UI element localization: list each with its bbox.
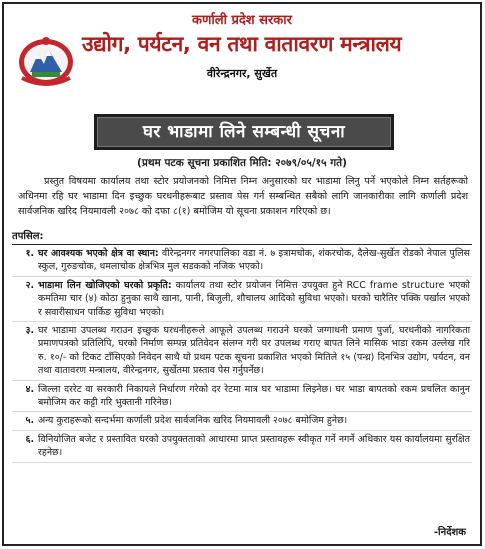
government-name: कर्णाली प्रदेश सरकार xyxy=(192,13,292,28)
ministry-name: उद्योग, पर्यटन, वन तथा वातावरण मन्त्रालय xyxy=(82,32,402,56)
item-number: १. xyxy=(25,248,34,259)
item-text: घर भाडामा उपलब्ध गराउन इच्छुक घरधनीहरूले आफूले उपलब्ध गराउने घरको जग्गाधनी प्रमाण पुर्जा, घरधनीको नागरिकता प्रमाणपत्रको प्रतिलिपि, घरको निर्माण सम्पन्न प्रतिवेदन संलग्न गरी घर उपलब्ध गराए बापत लिने मासिक भाडा रकम उल्लेख गरि रु. १०/- को टिकट टाँसिएको निवेदन साथै यो प्रथम पटक सूचना प्रकाशित भएको मितिले १५ (पन्ध्र) दिनभित्र उद्योग, पर्यटन, वन तथा वातावरण मन्त्रालय, वीरेन्द्रनगर, सुर्खेतमा प्रस्ताव पेस गर्नुपर्नेछ। xyxy=(38,325,470,377)
list-item xyxy=(12,322,472,381)
header xyxy=(4,4,480,102)
item-number: ६. xyxy=(25,433,34,445)
list-item xyxy=(12,245,472,277)
notice-page xyxy=(2,2,482,546)
item-text: वीरेन्द्रनगर नगरपालिका वडा नं. ७ इत्रामचोक, शंकरचोक, दैलेख-सुर्खेत रोडको नेपाल पुलिस स्कुल, गुरुङचोक, धमलाचोक क्षेत्रभित्र मुल सडकको नजिक भएको। xyxy=(38,248,470,273)
item-heading: भाडामा लिन खोजिएको घरको प्रकृति: xyxy=(38,279,172,291)
ministry-address: वीरेन्द्रनगर, सुर्खेत xyxy=(206,67,278,80)
list-item xyxy=(12,381,472,413)
item-number: ३. xyxy=(25,325,34,337)
item-heading: घर आवश्यक भएको क्षेत्र वा स्थान: xyxy=(38,248,159,259)
item-number: ५. xyxy=(25,415,34,427)
list-item xyxy=(12,431,472,463)
item-text: जिल्ला दररेट वा सरकारी निकायले निर्धारण गरेको दर रेटमा मात्र घर भाडामा लिइनेछ। घर भाडा बापतको रकम प्रचलित कानुन बमोजिम कर कट्टी गरि भुक्तानी गरिनेछ। xyxy=(38,383,470,409)
item-text: विनियोजित बजेट र प्रस्तावित घरको उपयुक्तताको आधारमा प्राप्त प्रस्तावहरू स्वीकृत गर्ने नगर्ने अधिकार यस कार्यालयमा सुरक्षित रहनेछ। xyxy=(38,433,470,459)
list-item xyxy=(12,412,472,430)
signature-title: -निर्देशक xyxy=(433,527,466,538)
item-text: अन्य कुराहरूको सन्दर्भमा कर्णाली प्रदेश सार्वजनिक खरिद नियमावली २०७८ बमोजिम हुनेछ। xyxy=(38,415,348,427)
item-text: कार्यालय तथा स्टोर प्रयोजन निमित्त उपयुक्त हुने RCC frame structure भएको कमतिमा चार (४) कोठा हुनुका साथै खाना, पानी, बिजुली, शौचालय आदिको सुविधा भएको। घरको चारैतिर पक्कि पर्खाल भएको र सवारीसाधन पार्किङ सुविधा भएको। xyxy=(38,279,470,318)
notice-intro: प्रस्तुत विषयमा कार्यालय तथा स्टोर प्रयोजनको निमित्त निम्न अनुसारको घर भाडामा लिनु पर्ने भएकोले निम्न सर्तहरूको अधिनमा रहि घर भाडामा दिन इच्छुक घरधनीहरूबाट प्रस्ताव पेस गर्न सम्बन्धित सबैको लागि जानकारीका लागि कर्णाली प्रदेश सार्वजनिक खरिद नियमावली २०७८ को दफा ८(१) बमोजिम यो सूचना प्रकाशन गरिएको छ। xyxy=(18,176,468,217)
item-number: २. xyxy=(25,279,34,291)
item-number: ४. xyxy=(25,383,34,395)
details-list xyxy=(12,244,472,530)
details-label: तपसिल: xyxy=(12,231,44,242)
notice-title: घर भाडामा लिने सम्बन्धी सूचना xyxy=(94,114,394,150)
publication-date: (प्रथम पटक सूचना प्रकाशित मिति: २०७९/०५/१५ गते) xyxy=(137,157,347,169)
list-item xyxy=(12,277,472,322)
